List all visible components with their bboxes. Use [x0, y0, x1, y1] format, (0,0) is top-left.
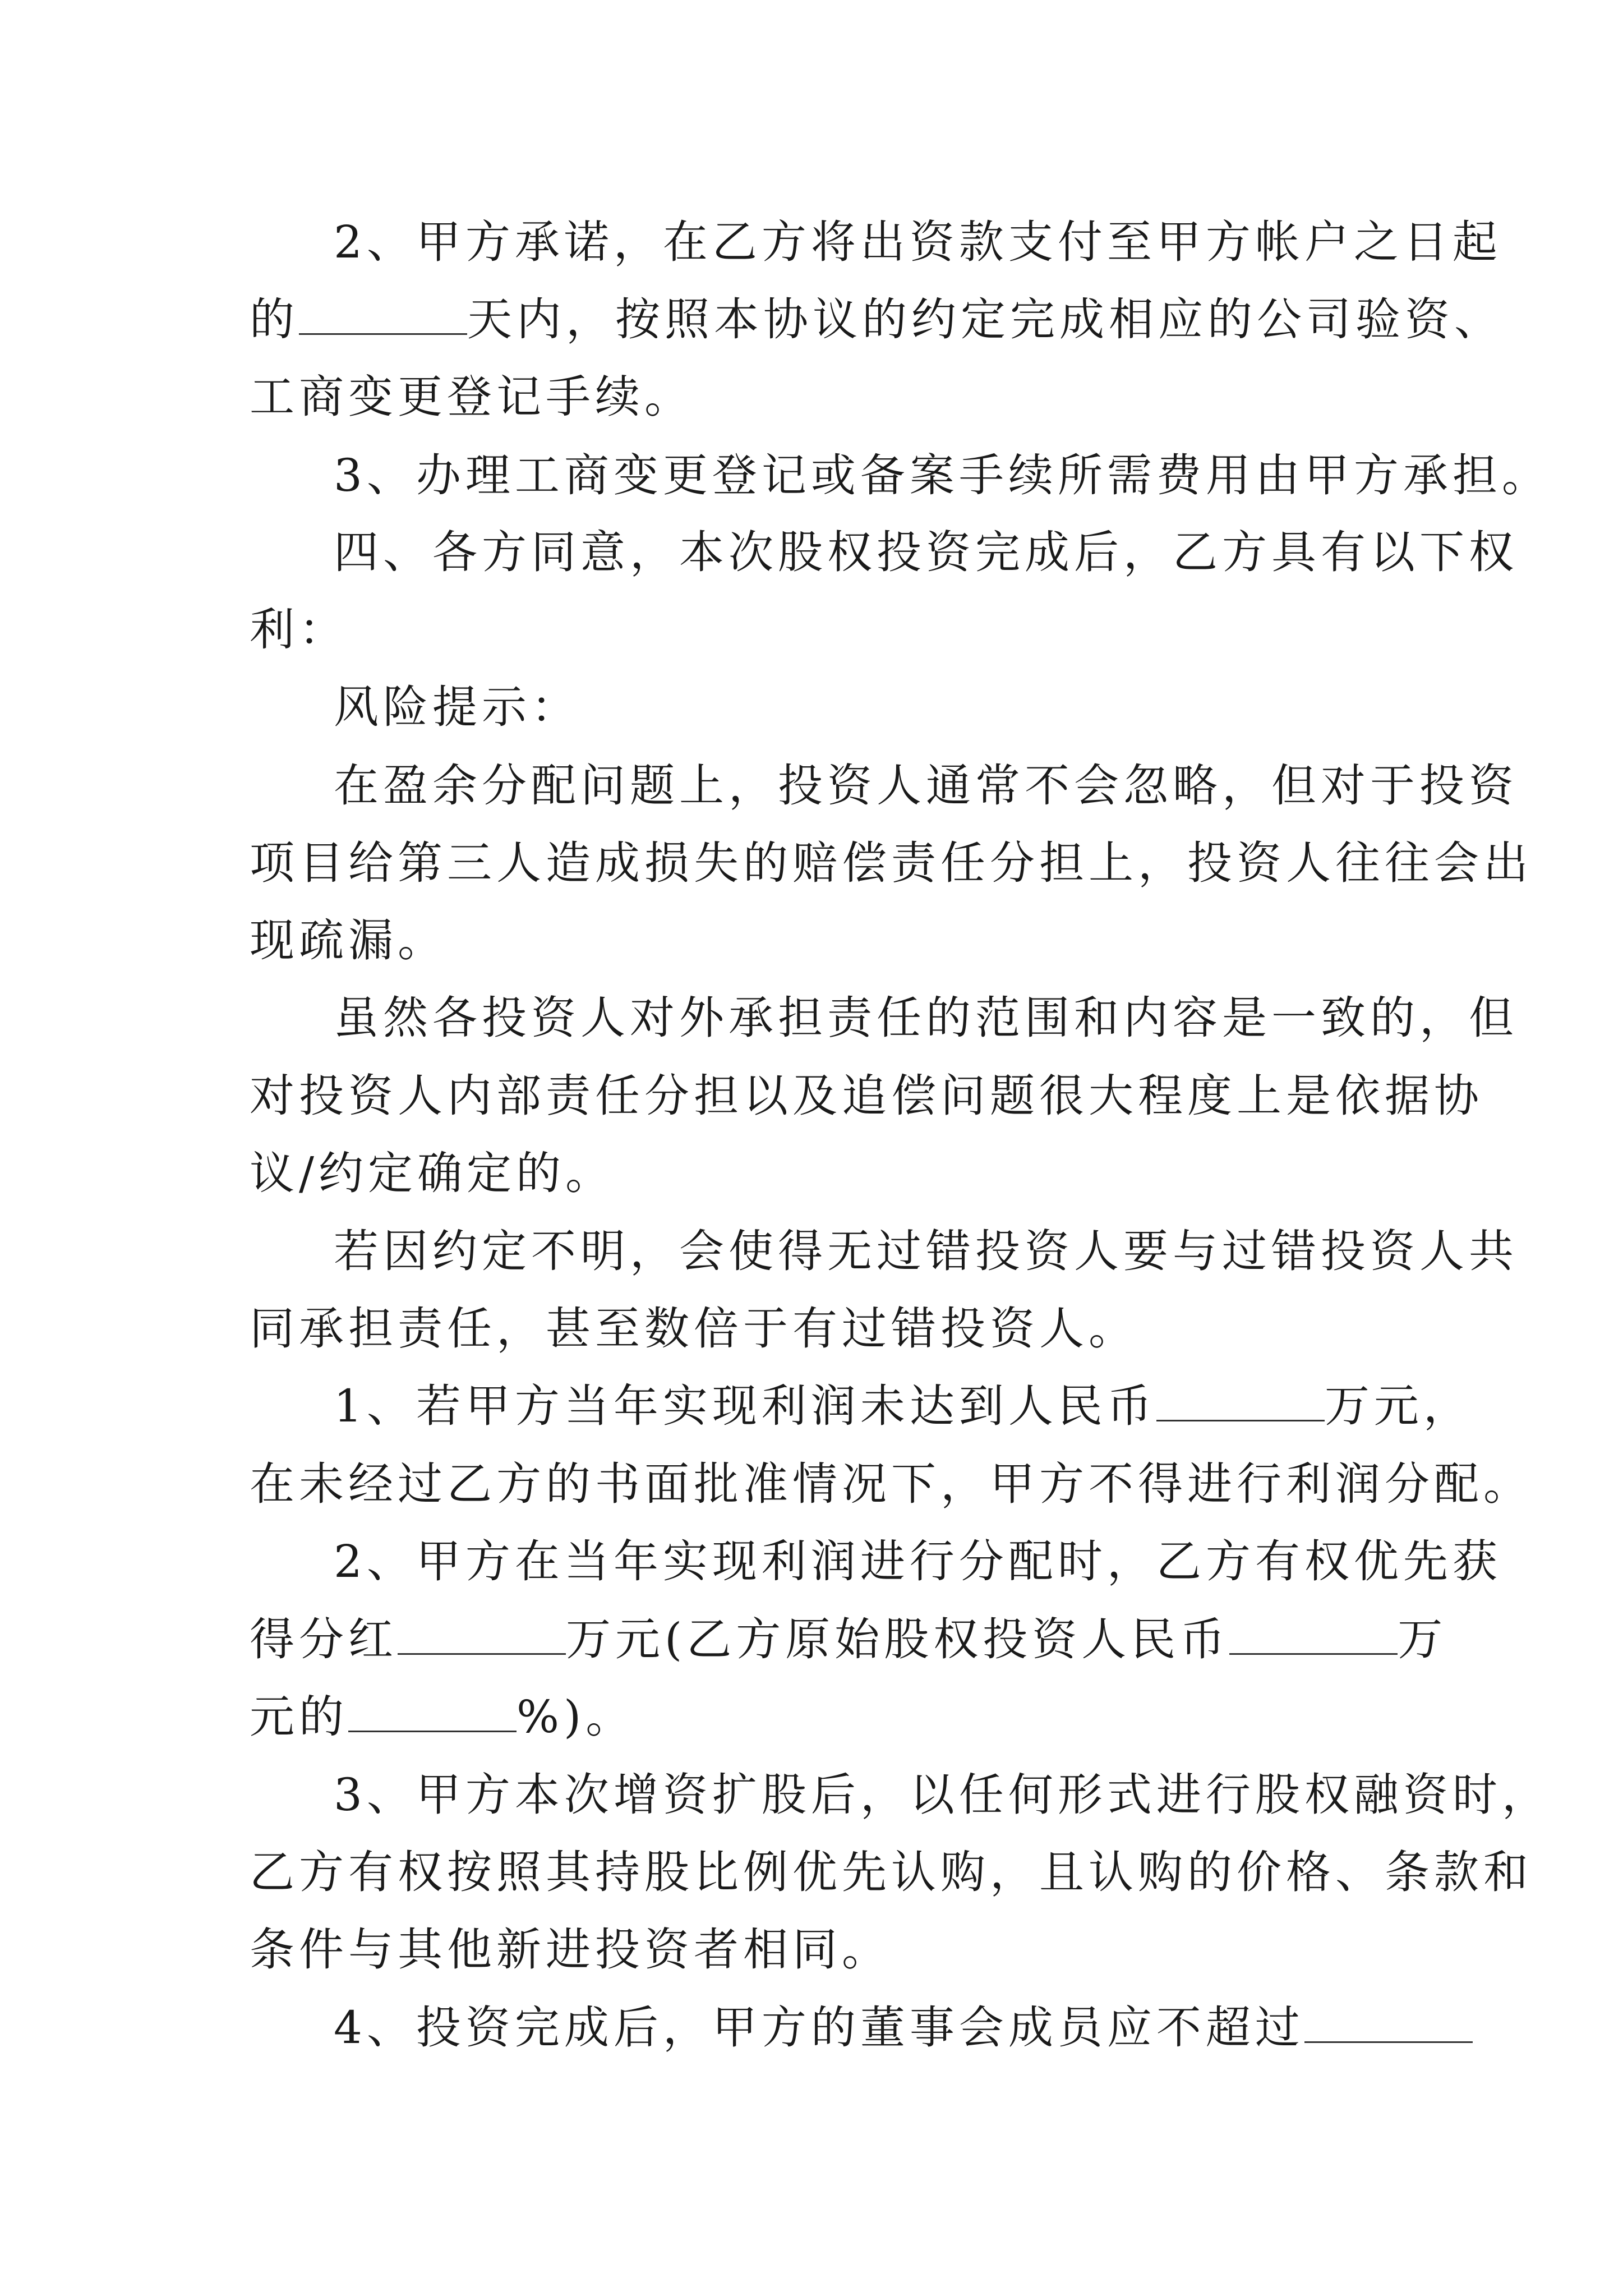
text-line: 四、各方同意，本次股权投资完成后，乙方具有以下权 — [334, 526, 1518, 578]
text-line: 工商变更登记手续。 — [250, 371, 694, 423]
text-line: 2、甲方承诺，在乙方将出资款支付至甲方帐户之日起 — [334, 216, 1502, 268]
text-line: 对投资人内部责任分担以及追偿问题很大程度上是依据协 — [250, 1070, 1483, 1122]
text-line: 条件与其他新进投资者相同。 — [250, 1924, 891, 1976]
fill-in-blank — [398, 1614, 566, 1655]
text-line: 1、若甲方当年实现利润未达到人民币 万元， — [334, 1380, 1473, 1432]
text-line: 虽然各投资人对外承担责任的范围和内容是一致的，但 — [334, 992, 1518, 1044]
text-line: 现疏漏。 — [250, 914, 447, 967]
text-line: 3、办理工商变更登记或备案手续所需费用由甲方承担。 — [334, 449, 1551, 501]
fill-in-blank — [1229, 1614, 1398, 1655]
text-line: 4、投资完成后，甲方的董事会成员应不超过 — [334, 2000, 1511, 2056]
text-line: 元的 %)。 — [250, 1691, 635, 1743]
text-line: 若因约定不明，会使得无过错投资人要与过错投资人共 — [334, 1225, 1518, 1277]
text-line: 乙方有权按照其持股比例优先认购，且认购的价格、条款和 — [250, 1846, 1533, 1898]
text-line: 得分红 万元(乙方原始股权投资人民币 万 — [250, 1613, 1447, 1665]
text-line: 利： — [250, 604, 348, 656]
text-line: 在未经过乙方的书面批准情况下，甲方不得进行利润分配。 — [250, 1458, 1533, 1510]
text-line: 3、甲方本次增资扩股后，以任何形式进行股权融资时， — [334, 1769, 1551, 1821]
fill-in-blank — [1304, 2002, 1473, 2043]
text-line: 2、甲方在当年实现利润进行分配时，乙方有权优先获 — [334, 1535, 1502, 1588]
text-line: 项目给第三人造成损失的赔偿责任分担上，投资人往往会出 — [250, 837, 1533, 889]
text-line: 的 天内，按照本协议的约定完成相应的公司验资、 — [250, 293, 1504, 346]
fill-in-blank — [348, 1691, 517, 1732]
text-line: 在盈余分配问题上，投资人通常不会忽略，但对于投资 — [334, 760, 1518, 812]
text-line: 同承担责任，甚至数倍于有过错投资人。 — [250, 1303, 1138, 1355]
section-heading: 风险提示： — [334, 681, 580, 733]
fill-in-blank — [299, 294, 467, 335]
fill-in-blank — [1156, 1381, 1325, 1421]
text-line: 议/约定确定的。 — [250, 1147, 615, 1199]
